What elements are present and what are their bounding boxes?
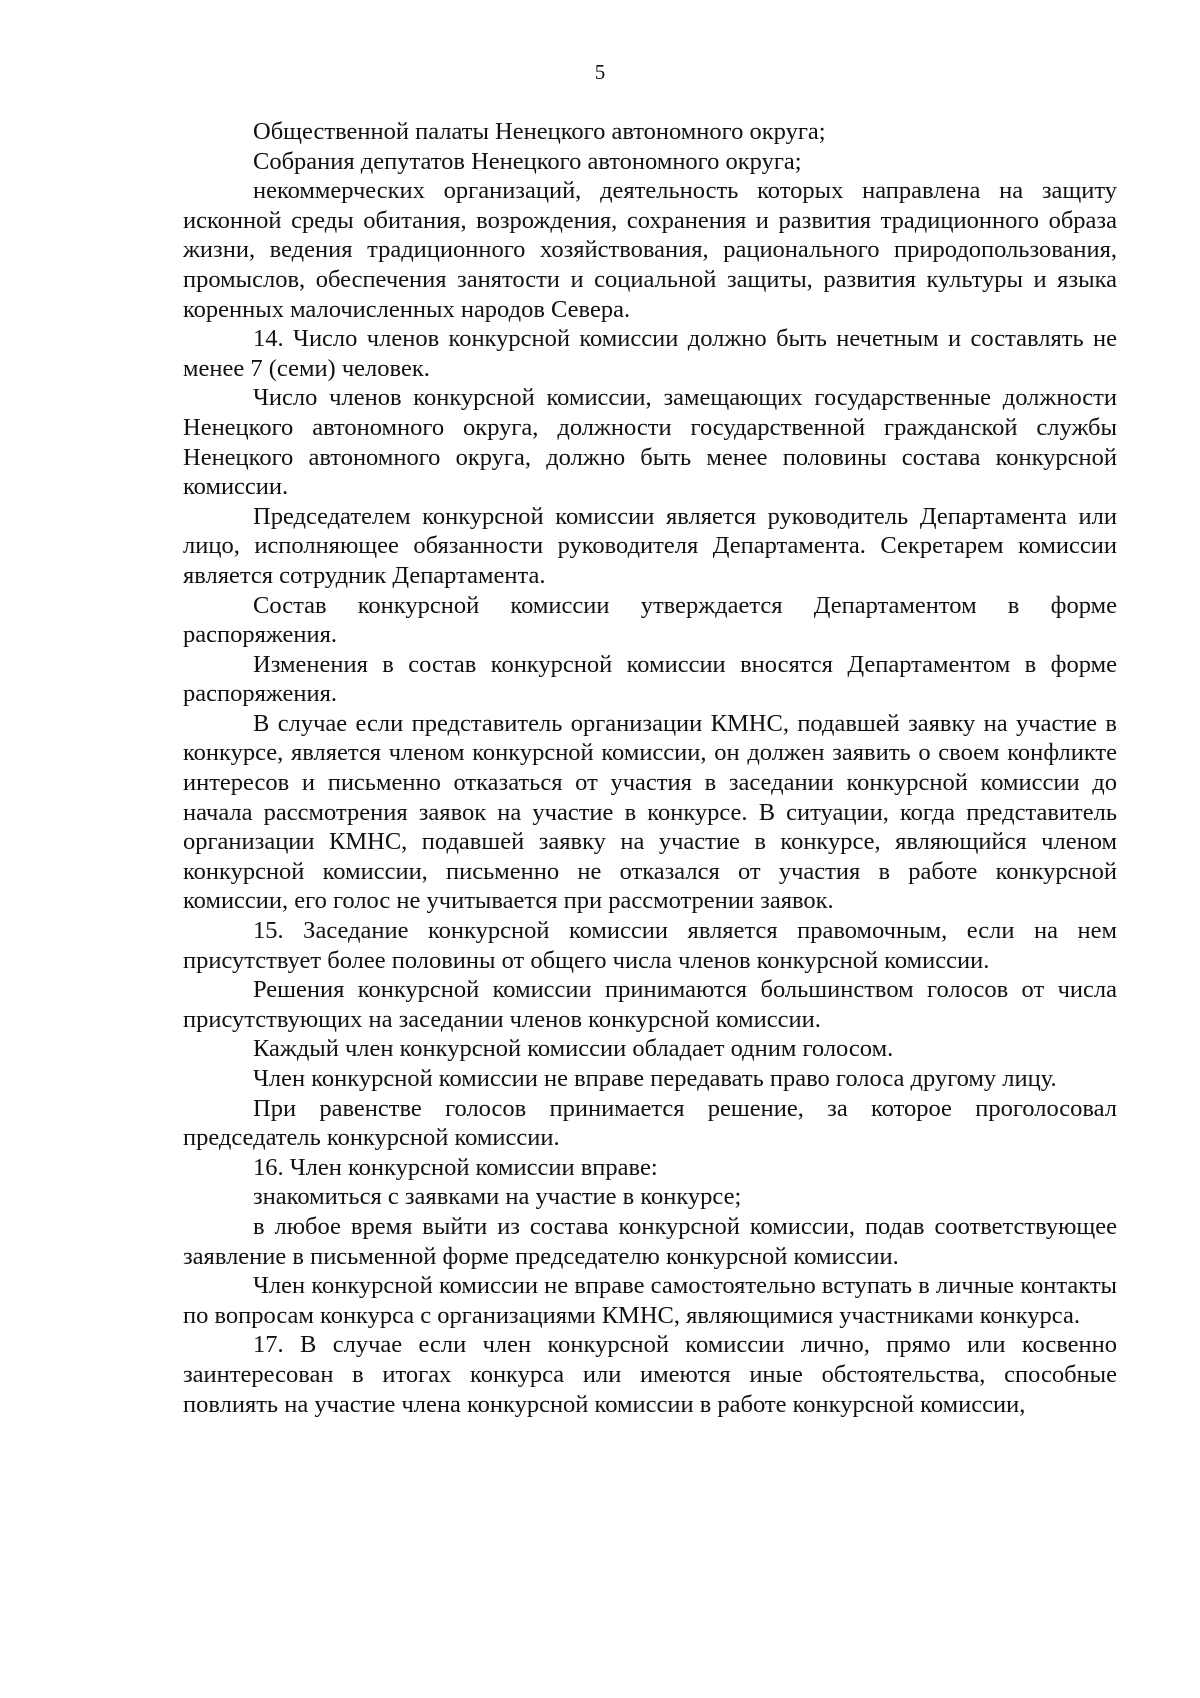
paragraph-composition-approval: Состав конкурсной комиссии утверждается Департаментом в форме распоряжения. [183,591,1117,649]
paragraph-conflict-of-interest: В случае если представитель организации КМНС, подавшей заявку на участие в конкурсе, является членом конкурсной комиссии, он должен заявить о своем конфликте интересов и письменно отказаться от участия в заседании конкурсной комиссии до начала рассмотрения заявок на участие в конкурсе. В ситуации, когда представитель организации КМНС, подавшей заявку на участие в конкурсе, являющийся членом конкурсной комиссии, письменно не отказался от участия в работе конкурсной комиссии, его голос не учитывается при рассмотрении заявок. [183,709,1117,915]
paragraph-item-16: 16. Член конкурсной комиссии вправе: [253,1153,658,1181]
paragraph-one-vote: Каждый член конкурсной комиссии обладает одним голосом. [253,1035,894,1063]
paragraph-chairman-secretary: Председателем конкурсной комиссии является руководитель Департамента или лицо, исполняющее обязанности руководителя Департамента. Секретарем комиссии является сотрудник Департамента. [183,502,1117,589]
paragraph-public-chamber: Общественной палаты Ненецкого автономного округа; [253,118,826,145]
paragraph-no-personal-contacts: Член конкурсной комиссии не вправе самостоятельно вступать в личные контакты по вопросам конкурса с организациями КМНС, являющимися участниками конкурса. [183,1272,1117,1329]
page-number: 5 [594,60,606,84]
paragraph-item-15: 15. Заседание конкурсной комиссии является правомочным, если на нем присутствует более половины от общего числа членов конкурсной комиссии. [183,917,1117,974]
paragraph-item-14: 14. Число членов конкурсной комиссии должно быть нечетным и составлять не менее 7 (семи) человек. [183,325,1117,382]
paragraph-leave-commission: в любое время выйти из состава конкурсной комиссии, подав соответствующее заявление в письменной форме председателю конкурсной комиссии. [183,1212,1117,1270]
paragraph-assembly-deputies: Собрания депутатов Ненецкого автономного округа; [253,147,802,175]
document-body [183,117,1117,1419]
paragraph-composition-changes: Изменения в состав конкурсной комиссии вносятся Департаментом в форме распоряжения. [183,650,1117,708]
paragraph-decisions-majority: Решения конкурсной комиссии принимаются большинством голосов от числа присутствующих на заседании членов конкурсной комиссии. [183,976,1117,1033]
paragraph-no-vote-transfer: Член конкурсной комиссии не вправе передавать право голоса другому лицу. [253,1065,1057,1092]
paragraph-review-applications: знакомиться с заявками на участие в конкурсе; [253,1183,742,1211]
paragraph-nonprofit-organizations: некоммерческих организаций, деятельность которых направлена на защиту исконной среды обитания, возрождения, сохранения и развития традиционного образа жизни, ведения традиционного хозяйствования, рационального природопользования, промыслов, обеспечения занятости и социальной защиты, развития культуры и языка коренных малочисленных народов Севера. [183,177,1117,323]
paragraph-tie-vote: При равенстве голосов принимается решение, за которое проголосовал председатель конкурсной комиссии. [183,1094,1117,1152]
paragraph-state-officials-share: Число членов конкурсной комиссии, замещающих государственные должности Ненецкого автономного округа, должности государственной гражданской службы Ненецкого автономного округа, должно быть менее половины состава конкурсной комиссии. [183,384,1117,501]
paragraph-item-17: 17. В случае если член конкурсной комиссии лично, прямо или косвенно заинтересован в итогах конкурса или имеются иные обстоятельства, способные повлиять на участие члена конкурсной комиссии в работе конкурсной комиссии, [183,1331,1117,1418]
